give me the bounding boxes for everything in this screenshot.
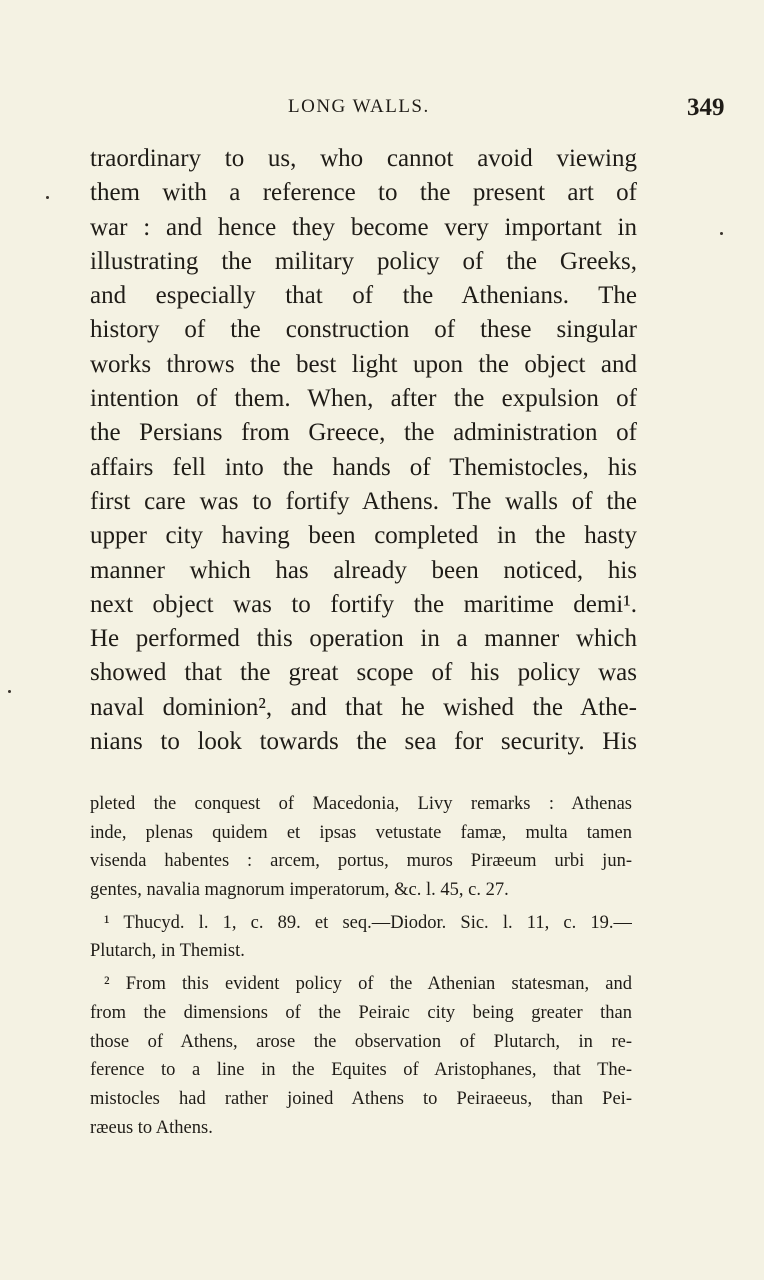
running-head: LONG WALLS. [288, 96, 430, 117]
footnote-line: ¹ Thucyd. l. 1, c. 89. et seq.—Diodor. Sic. l. 11, c. 19.— [104, 912, 632, 933]
footnote-continuation [90, 790, 632, 905]
paper-speck [46, 196, 49, 199]
main-text [90, 142, 637, 759]
footnote-line: gentes, navalia magnorum imperatorum, &c. l. 45, c. 27. [90, 880, 509, 901]
paper-speck [720, 232, 723, 235]
footnote-line: Plutarch, in Themist. [90, 941, 245, 962]
footnote-2 [90, 970, 632, 1142]
text-line: intention of them. When, after the expulsion of [90, 385, 637, 413]
footnote-line: ference to a line in the Equites of Aristophanes, that The- [90, 1060, 632, 1081]
text-line: manner which has already been noticed, his [90, 556, 637, 584]
footnote-line: visenda habentes : arcem, portus, muros Piræeum urbi jun- [90, 851, 632, 872]
paper-speck [8, 690, 11, 693]
page-number: 349 [687, 94, 725, 121]
footnote-line: pleted the conquest of Macedonia, Livy remarks : Athenas [90, 794, 632, 814]
footnotes [90, 790, 632, 1142]
footnote-line: inde, plenas quidem et ipsas vetustate famæ, multa tamen [90, 822, 632, 843]
footnote-line: ² From this evident policy of the Athenian statesman, and [104, 974, 632, 995]
text-line: traordinary to us, who cannot avoid viewing [90, 145, 637, 172]
footnote-1 [90, 909, 632, 966]
footnote-line: from the dimensions of the Peiraic city being greater than [90, 1002, 632, 1023]
text-line: works throws the best light upon the object and [90, 350, 637, 378]
text-line: history of the construction of these singular [90, 316, 637, 344]
text-line: He performed this operation in a manner which [90, 625, 637, 653]
text-line: war : and hence they become very important in [90, 213, 637, 241]
text-line: upper city having been completed in the hasty [90, 522, 637, 550]
footnote-line: those of Athens, arose the observation of Plutarch, in re- [90, 1031, 632, 1052]
text-line: first care was to fortify Athens. The walls of the [90, 487, 637, 515]
text-line: showed that the great scope of his policy was [90, 659, 637, 687]
text-line: them with a reference to the present art of [90, 179, 637, 207]
footnote-line: ræeus to Athens. [90, 1117, 213, 1138]
text-line: next object was to fortify the maritime demi¹. [90, 590, 637, 618]
text-line: the Persians from Greece, the administration of [90, 419, 637, 447]
footnote-line: mistocles had rather joined Athens to Peiraeeus, than Pei- [90, 1088, 632, 1109]
text-line: and especially that of the Athenians. The [90, 282, 637, 310]
text-line: nians to look towards the sea for security. His [90, 728, 637, 756]
text-line: illustrating the military policy of the Greeks, [90, 247, 637, 275]
text-line: naval dominion², and that he wished the Athe- [90, 693, 637, 721]
text-line: affairs fell into the hands of Themistocles, his [90, 453, 637, 481]
